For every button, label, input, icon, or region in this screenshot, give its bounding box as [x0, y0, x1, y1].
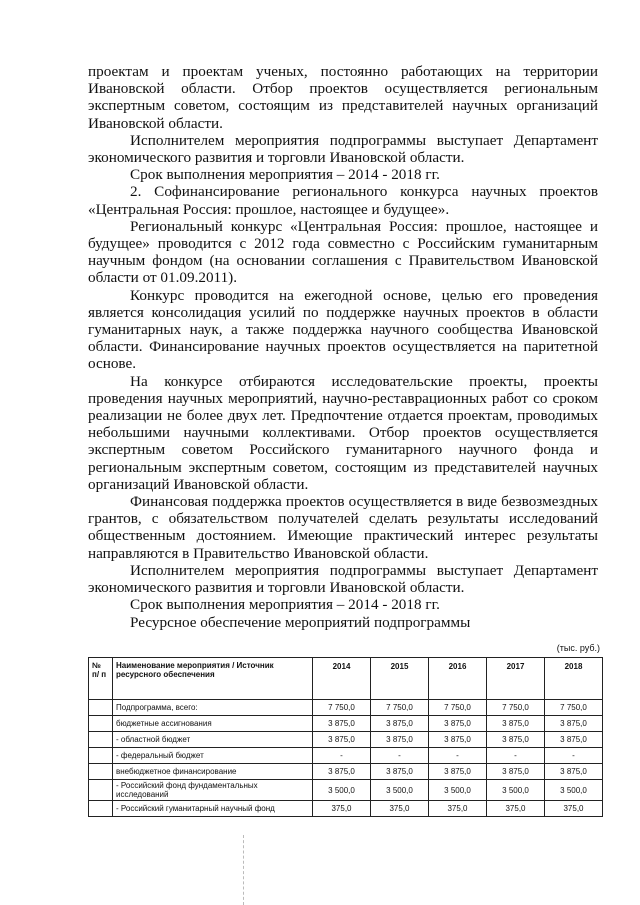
row-value-cell: 3 875,0: [429, 716, 487, 732]
header-year-2016: 2016: [429, 658, 487, 700]
header-year-2018: 2018: [545, 658, 603, 700]
paragraph: Исполнителем мероприятия подпрограммы выступает Департамент экономического развития и торговли Ивановской области.: [88, 561, 598, 597]
row-value-cell: 3 875,0: [371, 716, 429, 732]
paragraph: 2. Софинансирование регионального конкурса научных проектов «Центральная Россия: прошлое, настоящее и будущее».: [88, 183, 598, 218]
paragraph: Конкурс проводится на ежегодной основе, целью его проведения является консолидация усилий по поддержке научных проектов в области гуманитарных наук, а также поддержка научного сообщества Ивановской области. Финансирование научных проектов осуществляется на паритетной основе.: [88, 286, 598, 373]
paragraph: Срок выполнения мероприятия – 2014 - 2018 гг.: [130, 596, 440, 614]
row-value-cell: 3 875,0: [313, 732, 371, 748]
row-name-cell: внебюджетное финансирование: [113, 764, 313, 780]
table-row: [89, 780, 603, 801]
paragraph: Ресурсное обеспечение мероприятий подпрограммы: [130, 613, 471, 631]
row-value-cell: 3 500,0: [429, 780, 487, 801]
row-value-cell: 3 500,0: [313, 780, 371, 801]
table-row: [89, 732, 603, 748]
row-value-cell: 3 500,0: [545, 780, 603, 801]
header-num: № п/ п: [89, 658, 113, 700]
row-value-cell: 7 750,0: [313, 700, 371, 716]
row-value-cell: -: [545, 748, 603, 764]
header-year-2014: 2014: [313, 658, 371, 700]
row-value-cell: 3 875,0: [429, 732, 487, 748]
row-value-cell: 3 875,0: [371, 764, 429, 780]
row-value-cell: 7 750,0: [429, 700, 487, 716]
row-value-cell: 375,0: [313, 801, 371, 817]
row-num-cell: [89, 780, 113, 801]
row-name-cell: - Российский гуманитарный научный фонд: [113, 801, 313, 817]
table-row: [89, 748, 603, 764]
row-value-cell: -: [487, 748, 545, 764]
header-name: Наименование мероприятия / Источник ресурсного обеспечения: [113, 658, 313, 700]
header-year-2015: 2015: [371, 658, 429, 700]
resource-table: [88, 657, 603, 817]
table-row: [89, 801, 603, 817]
row-num-cell: [89, 716, 113, 732]
row-value-cell: 3 500,0: [371, 780, 429, 801]
scan-fold-line: [243, 835, 244, 905]
row-name-cell: бюджетные ассигнования: [113, 716, 313, 732]
row-value-cell: -: [429, 748, 487, 764]
row-value-cell: 3 875,0: [313, 716, 371, 732]
row-value-cell: 375,0: [487, 801, 545, 817]
row-num-cell: [89, 764, 113, 780]
table-header-row: [89, 658, 603, 700]
table-row: [89, 716, 603, 732]
header-year-2017: 2017: [487, 658, 545, 700]
row-name-cell: - областной бюджет: [113, 732, 313, 748]
table-units-label: (тыс. руб.): [556, 643, 600, 653]
paragraph: Финансовая поддержка проектов осуществляется в виде безвозмездных грантов, с обязательством получателей сделать результаты исследований общественным достоянием. Имеющие практический интерес результаты направляются в Правительство Ивановской области.: [88, 493, 598, 562]
paragraph: Региональный конкурс «Центральная Россия: прошлое, настоящее и будущее» проводится с 2012 года совместно с Российским гуманитарным научным фондом (на основании соглашения с Правительством Ивановской области от 01.09.2011).: [88, 217, 598, 287]
paragraph: Срок выполнения мероприятия – 2014 - 2018 гг.: [130, 166, 440, 184]
row-value-cell: 3 875,0: [487, 716, 545, 732]
row-value-cell: 3 875,0: [487, 732, 545, 748]
row-num-cell: [89, 801, 113, 817]
row-value-cell: 3 875,0: [429, 764, 487, 780]
document-body: [88, 63, 598, 631]
row-name-cell: - федеральный бюджет: [113, 748, 313, 764]
row-num-cell: [89, 700, 113, 716]
row-value-cell: 375,0: [429, 801, 487, 817]
row-value-cell: 3 875,0: [313, 764, 371, 780]
row-num-cell: [89, 748, 113, 764]
row-value-cell: 7 750,0: [371, 700, 429, 716]
row-value-cell: 375,0: [545, 801, 603, 817]
row-num-cell: [89, 732, 113, 748]
paragraph: Исполнителем мероприятия подпрограммы выступает Департамент экономического развития и торговли Ивановской области.: [88, 131, 598, 167]
row-value-cell: 3 875,0: [371, 732, 429, 748]
row-value-cell: 3 875,0: [545, 732, 603, 748]
table-row: [89, 764, 603, 780]
row-value-cell: 7 750,0: [545, 700, 603, 716]
row-value-cell: -: [371, 748, 429, 764]
row-value-cell: 3 500,0: [487, 780, 545, 801]
row-value-cell: 7 750,0: [487, 700, 545, 716]
row-value-cell: 3 875,0: [545, 716, 603, 732]
paragraph: проектам и проектам ученых, постоянно работающих на территории Ивановской области. Отбор проектов осуществляется региональным экспертным советом, состоящим из представителей научных организаций Ивановской области.: [88, 63, 598, 132]
row-name-cell: - Российский фонд фундаментальных исследований: [113, 780, 313, 801]
row-value-cell: 375,0: [371, 801, 429, 817]
row-value-cell: 3 875,0: [545, 764, 603, 780]
table-row: [89, 700, 603, 716]
row-name-cell: Подпрограмма, всего:: [113, 700, 313, 716]
paragraph: На конкурсе отбираются исследовательские проекты, проекты проведения научных мероприятий, научно-реставрационных работ со сроком реализации не более двух лет. Предпочтение отдается проектам, проводимых небольшими научными коллективами. Отбор проектов осуществляется экспертным советом Российского гуманитарного научного фонда и региональным экспертным советом, состоящим из представителей научных организаций Ивановской области.: [88, 372, 598, 493]
row-value-cell: -: [313, 748, 371, 764]
row-value-cell: 3 875,0: [487, 764, 545, 780]
